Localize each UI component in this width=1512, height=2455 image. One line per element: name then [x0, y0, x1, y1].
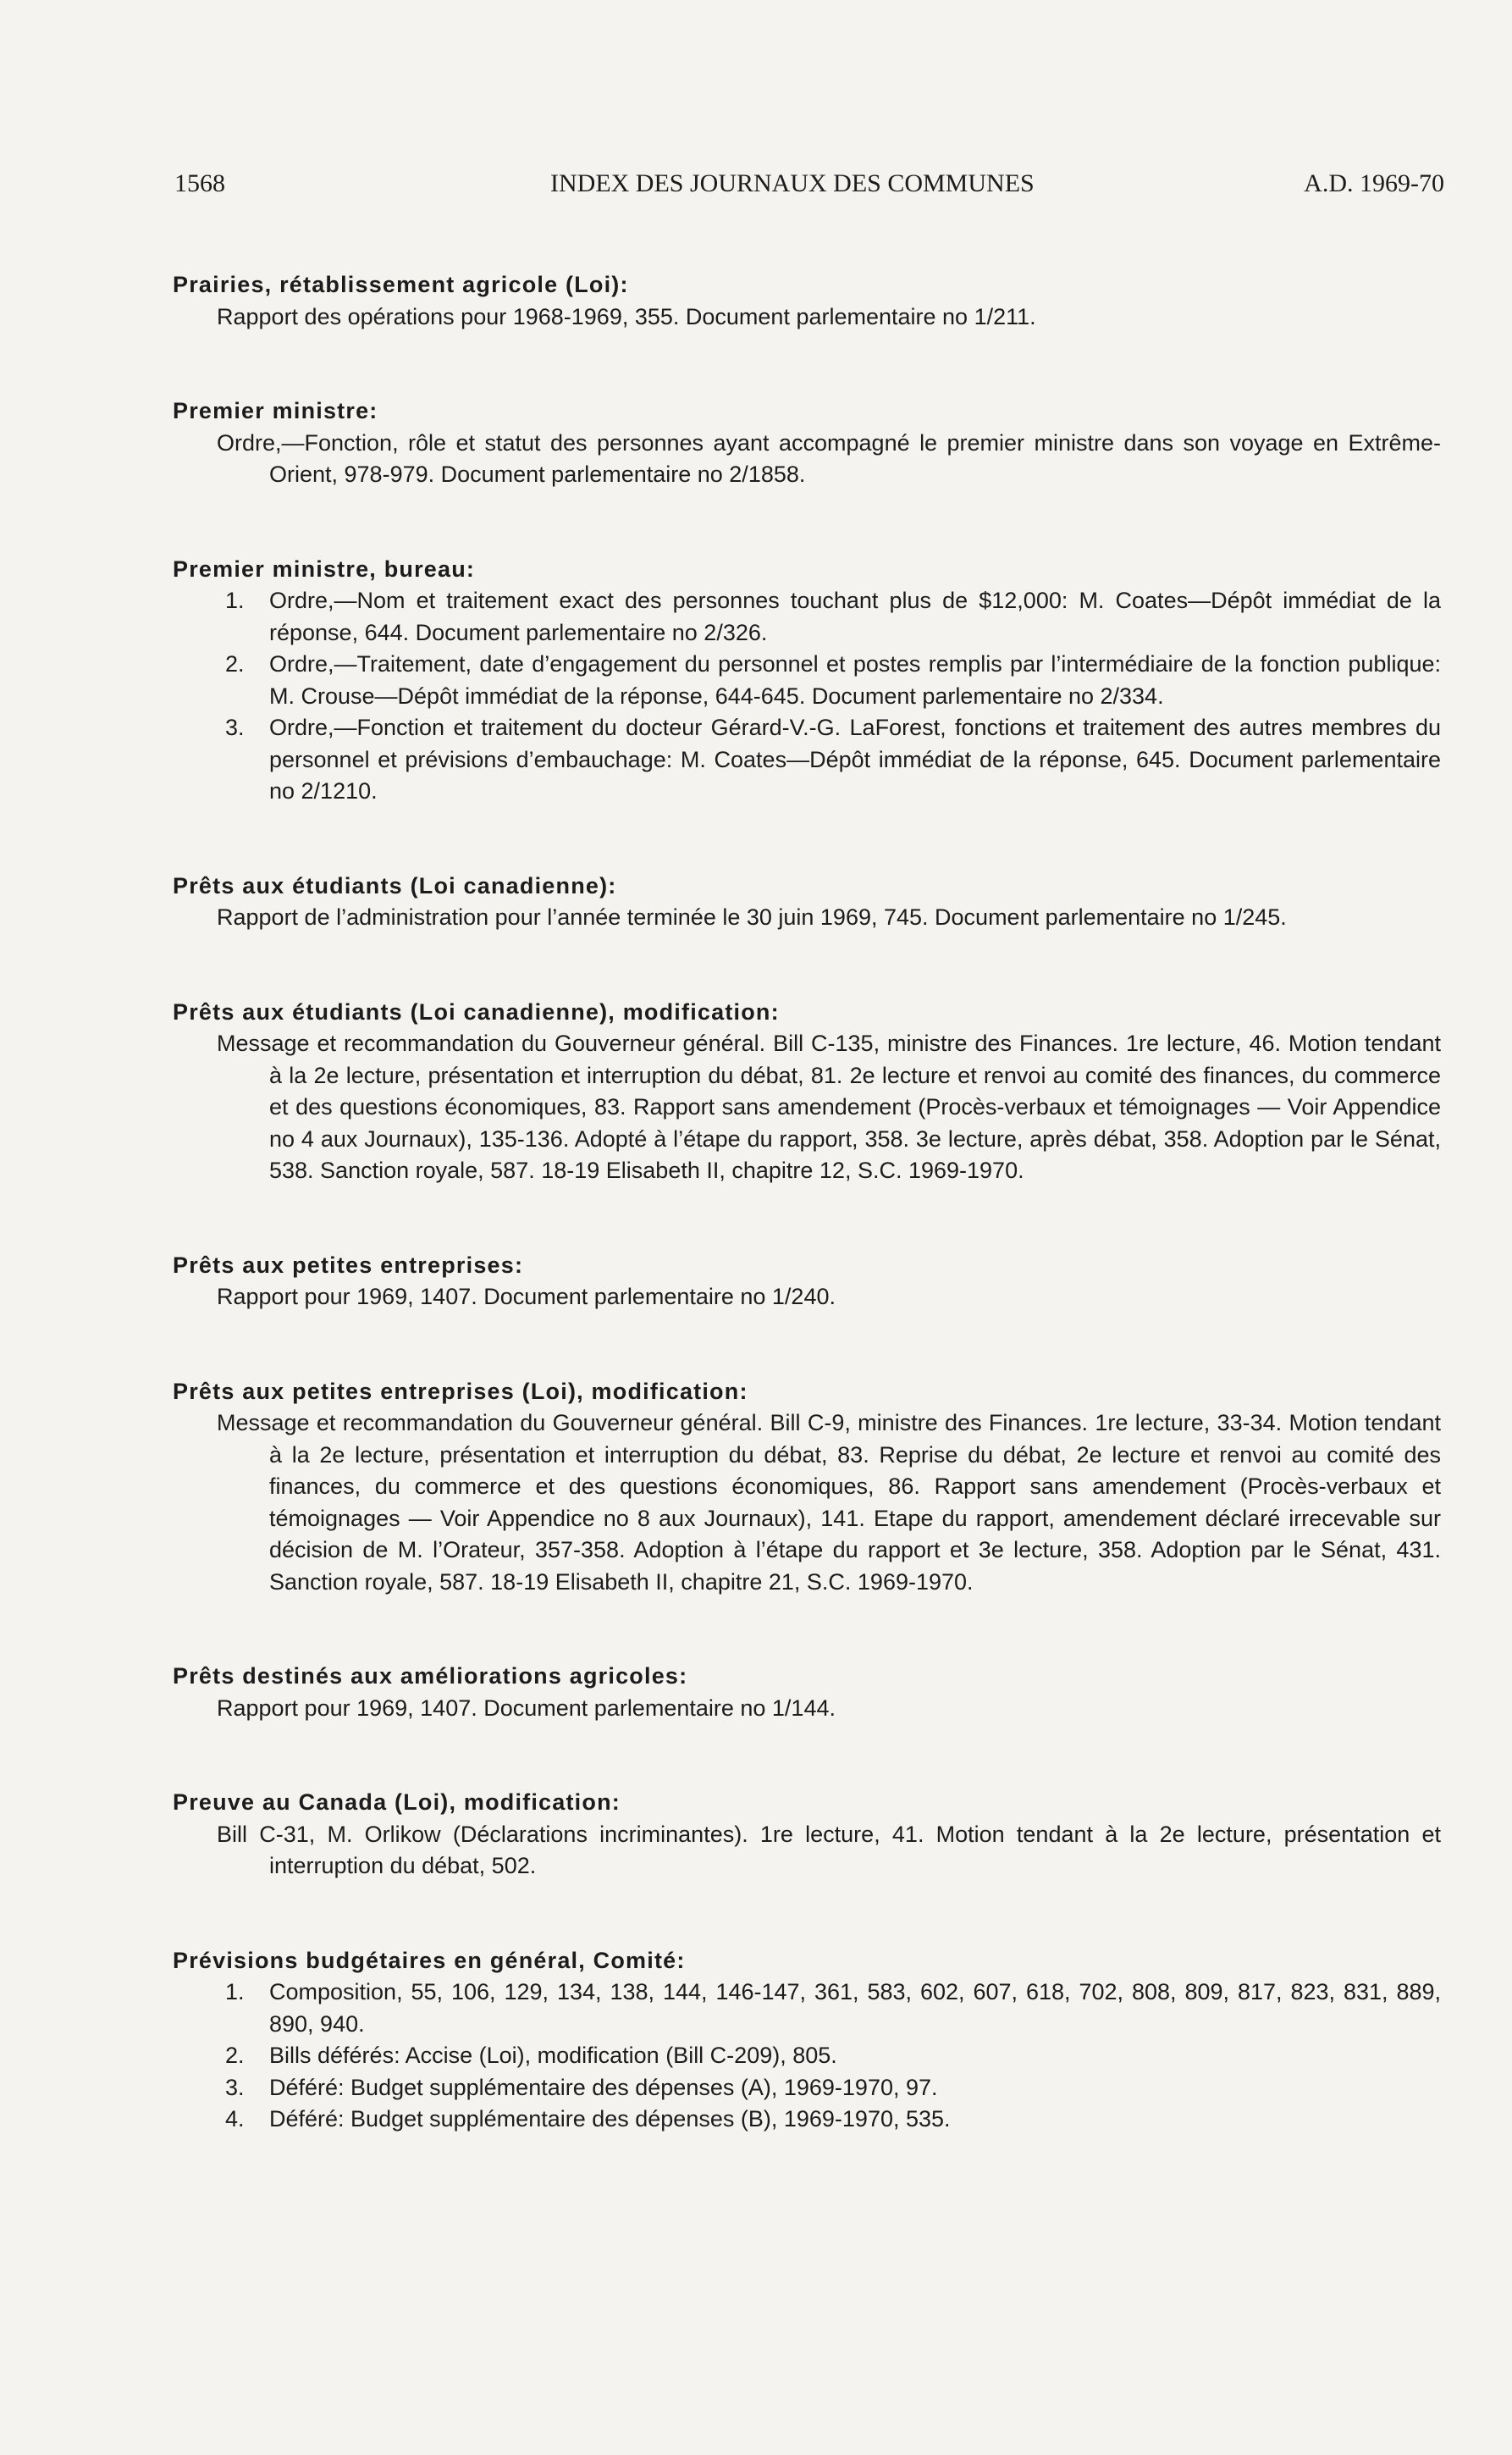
index-entry: [173, 1376, 1441, 1599]
entry-body: Message et recommandation du Gouverneur général. Bill C-9, ministre des Finances. 1re lecture, 33-34. Motion tendant à la 2e lecture, présentation et interruption du débat, 83. Reprise du débat, 2e lecture et renvoi au comité des finances, du commerce et des questions économiques, 86. Rapport sans amendement (Procès-verbaux et témoignages — Voir Appendice no 8 aux Journaux), 141. Etape du rapport, amendement déclaré irrecevable sur décision de M. l’Orateur, 357-358. Adoption à l’étape du rapport et 3e lecture, 358. Adoption par le Sénat, 431. Sanction royale, 587. 18-19 Elisabeth II, chapitre 21, S.C. 1969-1970.: [217, 1410, 1441, 1595]
entry-heading: Prévisions budgétaires en général, Comité:: [173, 1947, 686, 1973]
list-item: [173, 585, 1441, 649]
entry-item-list: [173, 585, 1441, 808]
list-item: [173, 649, 1441, 712]
index-entry: [173, 871, 1441, 934]
entry-body: Rapport des opérations pour 1968-1969, 355. Document parlementaire no 1/211.: [217, 303, 1036, 329]
entry-heading: Premier ministre, bureau:: [173, 556, 476, 582]
index-content: [173, 269, 1441, 2136]
index-entry: [173, 395, 1441, 491]
running-title: INDEX DES JOURNAUX DES COMMUNES: [550, 169, 1035, 197]
page-number: 1568: [174, 169, 225, 197]
entry-heading: Premier ministre:: [173, 398, 378, 423]
item-text: Déféré: Budget supplémentaire des dépenses (B), 1969-1970, 535.: [269, 2106, 951, 2132]
list-item: [173, 2040, 1441, 2072]
list-item: [173, 2104, 1441, 2136]
index-entry: [173, 554, 1441, 808]
item-text: Ordre,—Nom et traitement exact des personnes touchant plus de $12,000: M. Coates—Dépôt immédiat de la réponse, 644. Document parlementaire no 2/326.: [269, 588, 1441, 645]
entry-heading: Prêts aux étudiants (Loi canadienne), modification:: [173, 998, 780, 1025]
entry-body: Rapport pour 1969, 1407. Document parlementaire no 1/240.: [217, 1284, 836, 1309]
item-number: 2.: [225, 651, 245, 677]
entry-heading: Preuve au Canada (Loi), modification:: [173, 1789, 621, 1815]
list-item: [173, 2072, 1441, 2104]
item-text: Ordre,—Traitement, date d’engagement du personnel et postes remplis par l’intermédiaire de la fonction publique: M. Crouse—Dépôt immédiat de la réponse, 644-645. Document parlementaire no 2/334.: [269, 651, 1441, 709]
item-number: 1.: [225, 588, 245, 613]
entry-body: Rapport pour 1969, 1407. Document parlementaire no 1/144.: [217, 1695, 836, 1721]
index-entry: [173, 1661, 1441, 1724]
item-number: 3.: [225, 715, 245, 740]
index-entry: [173, 269, 1441, 333]
item-number: 2.: [225, 2043, 245, 2068]
entry-heading: Prairies, rétablissement agricole (Loi):: [173, 272, 629, 297]
list-item: [173, 1977, 1441, 2040]
entry-heading: Prêts aux étudiants (Loi canadienne):: [173, 872, 617, 899]
item-number: 3.: [225, 2074, 245, 2100]
entry-heading: Prêts aux petites entreprises (Loi), modification:: [173, 1378, 748, 1404]
index-entry: [173, 1250, 1441, 1313]
page-header: [174, 169, 1444, 203]
item-number: 4.: [225, 2106, 245, 2132]
list-item: [173, 712, 1441, 808]
index-entry: [173, 1787, 1441, 1883]
item-text: Déféré: Budget supplémentaire des dépenses (A), 1969-1970, 97.: [269, 2074, 938, 2100]
index-entry: [173, 997, 1441, 1187]
item-number: 1.: [225, 1979, 245, 2004]
index-entry: [173, 1945, 1441, 2136]
entry-body: Message et recommandation du Gouverneur général. Bill C-135, ministre des Finances. 1re lecture, 46. Motion tendant à la 2e lecture, présentation et interruption du débat, 81. 2e lecture et renvoi au comité des finances, du commerce et des questions économiques, 83. Rapport sans amendement (Procès-verbaux et témoignages — Voir Appendice no 4 aux Journaux), 135-136. Adopté à l’étape du rapport, 358. 3e lecture, après débat, 358. Adoption par le Sénat, 538. Sanction royale, 587. 18-19 Elisabeth II, chapitre 12, S.C. 1969-1970.: [217, 1031, 1441, 1183]
entry-body: Rapport de l’administration pour l’année terminée le 30 juin 1969, 745. Document parlementaire no 1/245.: [217, 904, 1287, 930]
running-year: A.D. 1969-70: [1304, 169, 1444, 197]
item-text: Bills déférés: Accise (Loi), modification (Bill C-209), 805.: [269, 2043, 837, 2068]
entry-heading: Prêts aux petites entreprises:: [173, 1252, 524, 1278]
entry-item-list: [173, 1977, 1441, 2136]
entry-body: Ordre,—Fonction, rôle et statut des personnes ayant accompagné le premier ministre dans son voyage en Extrême-Orient, 978-979. Document parlementaire no 2/1858.: [217, 429, 1441, 487]
item-text: Composition, 55, 106, 129, 134, 138, 144, 146-147, 361, 583, 602, 607, 618, 702, 808, 809, 817, 823, 831, 889, 890, 940.: [269, 1979, 1441, 2037]
entry-heading: Prêts destinés aux améliorations agricoles:: [173, 1663, 688, 1689]
entry-body: Bill C-31, M. Orlikow (Déclarations incriminantes). 1re lecture, 41. Motion tendant à la 2e lecture, présentation et interruption du débat, 502.: [217, 1821, 1441, 1878]
item-text: Ordre,—Fonction et traitement du docteur Gérard-V.-G. LaForest, fonctions et traitement des autres membres du personnel et prévisions d’embauchage: M. Coates—Dépôt immédiat de la réponse, 645. Document parlementaire no 2/1210.: [269, 715, 1441, 804]
